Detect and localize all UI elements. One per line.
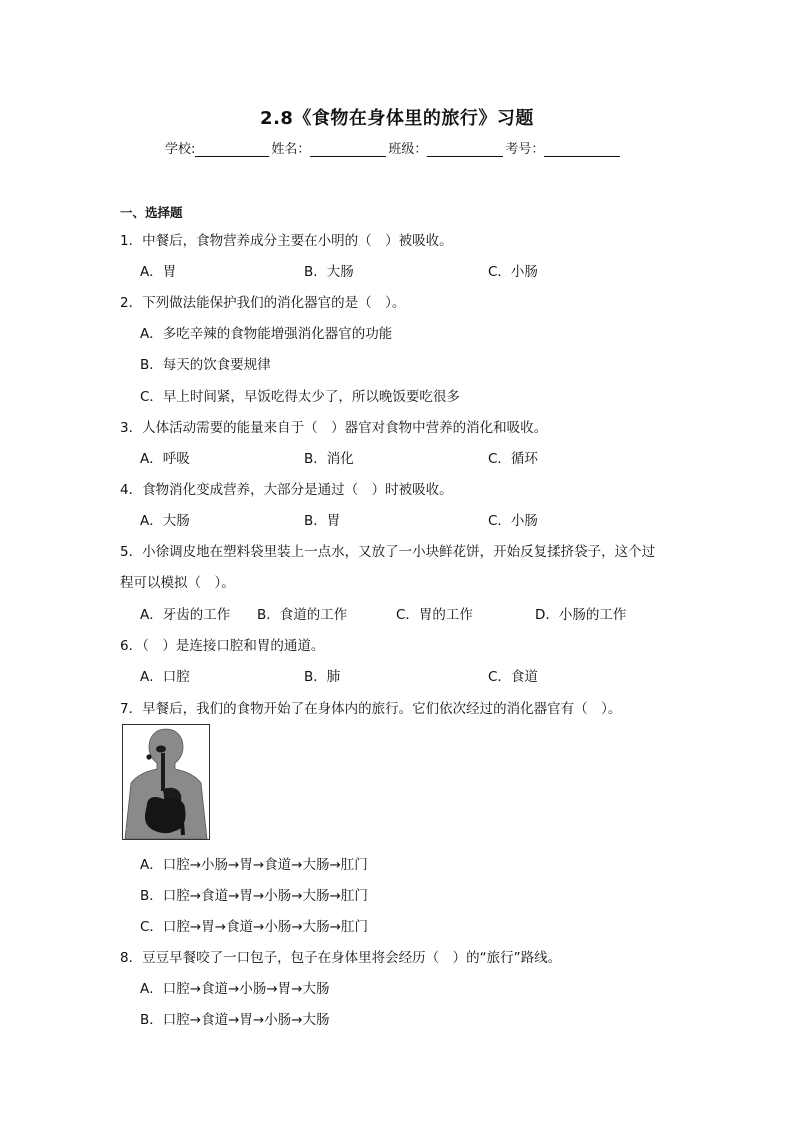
q4-option-a: A．大肠	[140, 513, 190, 529]
q6-option-a: A．口腔	[140, 669, 190, 685]
q6-option-c: C．食道	[488, 669, 538, 685]
q5-option-d: D．小肠的工作	[535, 607, 627, 623]
question-4: 4．食物消化变成营养，大部分是通过（ ）时被吸收。	[120, 482, 453, 498]
class-blank[interactable]	[427, 142, 503, 157]
question-5-continued: 程可以模拟（ ）。	[120, 575, 235, 591]
q1-option-b: B．大肠	[304, 264, 354, 280]
q7-option-a: A．口腔→小肠→胃→食道→大肠→肛门	[140, 857, 368, 873]
watermark-mark: ·	[125, 825, 128, 833]
number-label: 考号：	[505, 142, 545, 157]
question-3: 3．人体活动需要的能量来自于（ ）器官对食物中营养的消化和吸收。	[120, 420, 548, 436]
q6-option-b: B．肺	[304, 669, 341, 685]
q8-option-b: B．口腔→食道→胃→小肠→大肠	[140, 1012, 330, 1028]
class-label: 班级：	[388, 142, 428, 157]
digestive-system-illustration	[123, 725, 209, 839]
q7-option-b: B．口腔→食道→胃→小肠→大肠→肛门	[140, 888, 368, 904]
q2-option-b: B．每天的饮食要规律	[140, 357, 271, 373]
question-8: 8．豆豆早餐咬了一口包子，包子在身体里将会经历（ ）的“旅行”路线。	[120, 950, 562, 966]
name-blank[interactable]	[310, 142, 386, 157]
page-title: 2.8《食物在身体里的旅行》习题	[260, 108, 534, 129]
question-7: 7．早餐后，我们的食物开始了在身体内的旅行。它们依次经过的消化器官有（ ）。	[120, 701, 622, 717]
q2-option-c: C．早上时间紧，早饭吃得太少了，所以晚饭要吃很多	[140, 389, 460, 405]
student-info-line	[165, 138, 622, 157]
q1-option-c: C．小肠	[488, 264, 538, 280]
school-label: 学校:	[165, 142, 196, 157]
q4-option-c: C．小肠	[488, 513, 538, 529]
q5-option-c: C．胃的工作	[396, 607, 473, 623]
digestive-system-image	[122, 724, 210, 840]
number-blank[interactable]	[544, 142, 620, 157]
name-label: 姓名：	[271, 142, 311, 157]
q3-option-c: C．循环	[488, 451, 538, 467]
q4-option-b: B．胃	[304, 513, 341, 529]
q5-option-b: B．食道的工作	[257, 607, 348, 623]
school-blank[interactable]	[195, 142, 269, 157]
question-6: 6．（ ）是连接口腔和胃的通道。	[120, 638, 325, 654]
q1-option-a: A．胃	[140, 264, 177, 280]
section-title: 一、选择题	[120, 205, 183, 220]
q5-option-a: A．牙齿的工作	[140, 607, 231, 623]
question-2: 2．下列做法能保护我们的消化器官的是（ ）。	[120, 295, 406, 311]
q2-option-a: A．多吃辛辣的食物能增强消化器官的功能	[140, 326, 393, 342]
q3-option-b: B．消化	[304, 451, 354, 467]
q8-option-a: A．口腔→食道→小肠→胃→大肠	[140, 981, 330, 997]
q3-option-a: A．呼吸	[140, 451, 190, 467]
question-5: 5．小徐调皮地在塑料袋里装上一点水，又放了一小块鲜花饼，开始反复揉挤袋子，这个过	[120, 544, 656, 560]
q7-option-c: C．口腔→胃→食道→小肠→大肠→肛门	[140, 919, 368, 935]
question-1: 1．中餐后，食物营养成分主要在小明的（ ）被吸收。	[120, 233, 453, 249]
